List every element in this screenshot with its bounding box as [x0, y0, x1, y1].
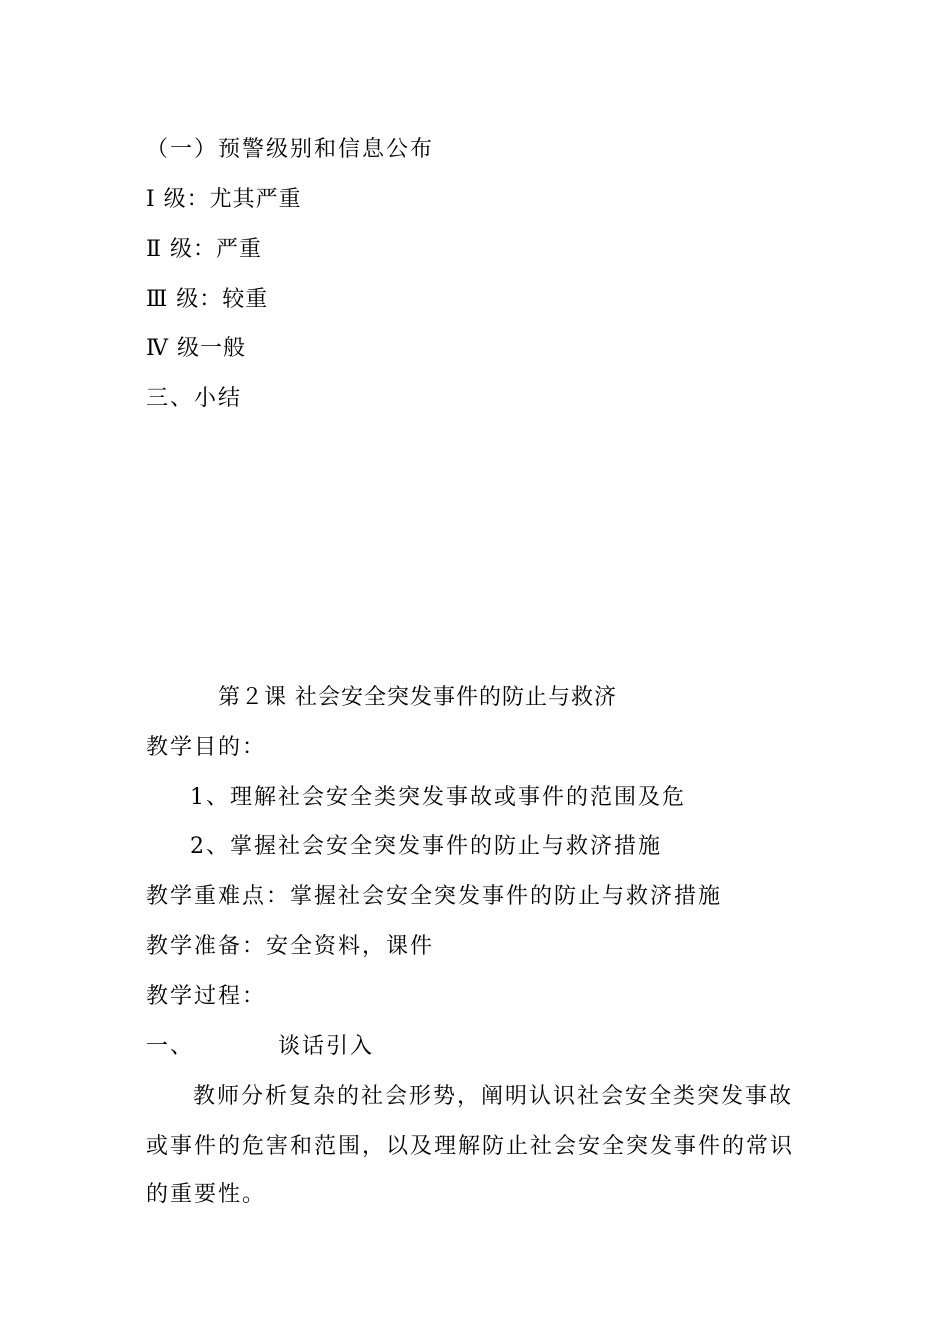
objective-item-2: 2、掌握社会安全突发事件的防止与救济措施 — [190, 834, 662, 859]
lesson-title: 第２课 社会安全突发事件的防止与救济 — [218, 685, 617, 710]
warning-level-4: Ⅳ 级一般 — [146, 336, 246, 361]
key-points: 教学重难点：掌握社会安全突发事件的防止与救济措施 — [146, 884, 723, 909]
intro-paragraph-line-3: 的重要性。 — [146, 1182, 267, 1207]
step-one-title: 谈话引入 — [278, 1034, 375, 1059]
step-one-heading — [146, 1032, 374, 1062]
process-label: 教学过程： — [146, 984, 267, 1009]
objectives-label: 教学目的： — [146, 735, 267, 760]
step-one-number: 一、 — [146, 1034, 195, 1059]
warning-level-1: Ⅰ 级：尤其严重 — [146, 187, 302, 212]
warning-level-2: Ⅱ 级：严重 — [146, 237, 262, 262]
intro-paragraph-line-1: 教师分析复杂的社会形势，阐明认识社会安全类突发事故 — [193, 1084, 794, 1109]
intro-paragraph-line-2: 或事件的危害和范围，以及理解防止社会安全突发事件的常识 — [146, 1134, 795, 1159]
warning-section-heading: （一）预警级别和信息公布 — [146, 137, 435, 162]
objective-item-1: 1、理解社会安全类突发事故或事件的范围及危 — [190, 785, 686, 810]
summary-heading: 三、小结 — [146, 386, 243, 411]
warning-level-3: Ⅲ 级：较重 — [146, 287, 269, 312]
preparation: 教学准备：安全资料，课件 — [146, 934, 435, 959]
